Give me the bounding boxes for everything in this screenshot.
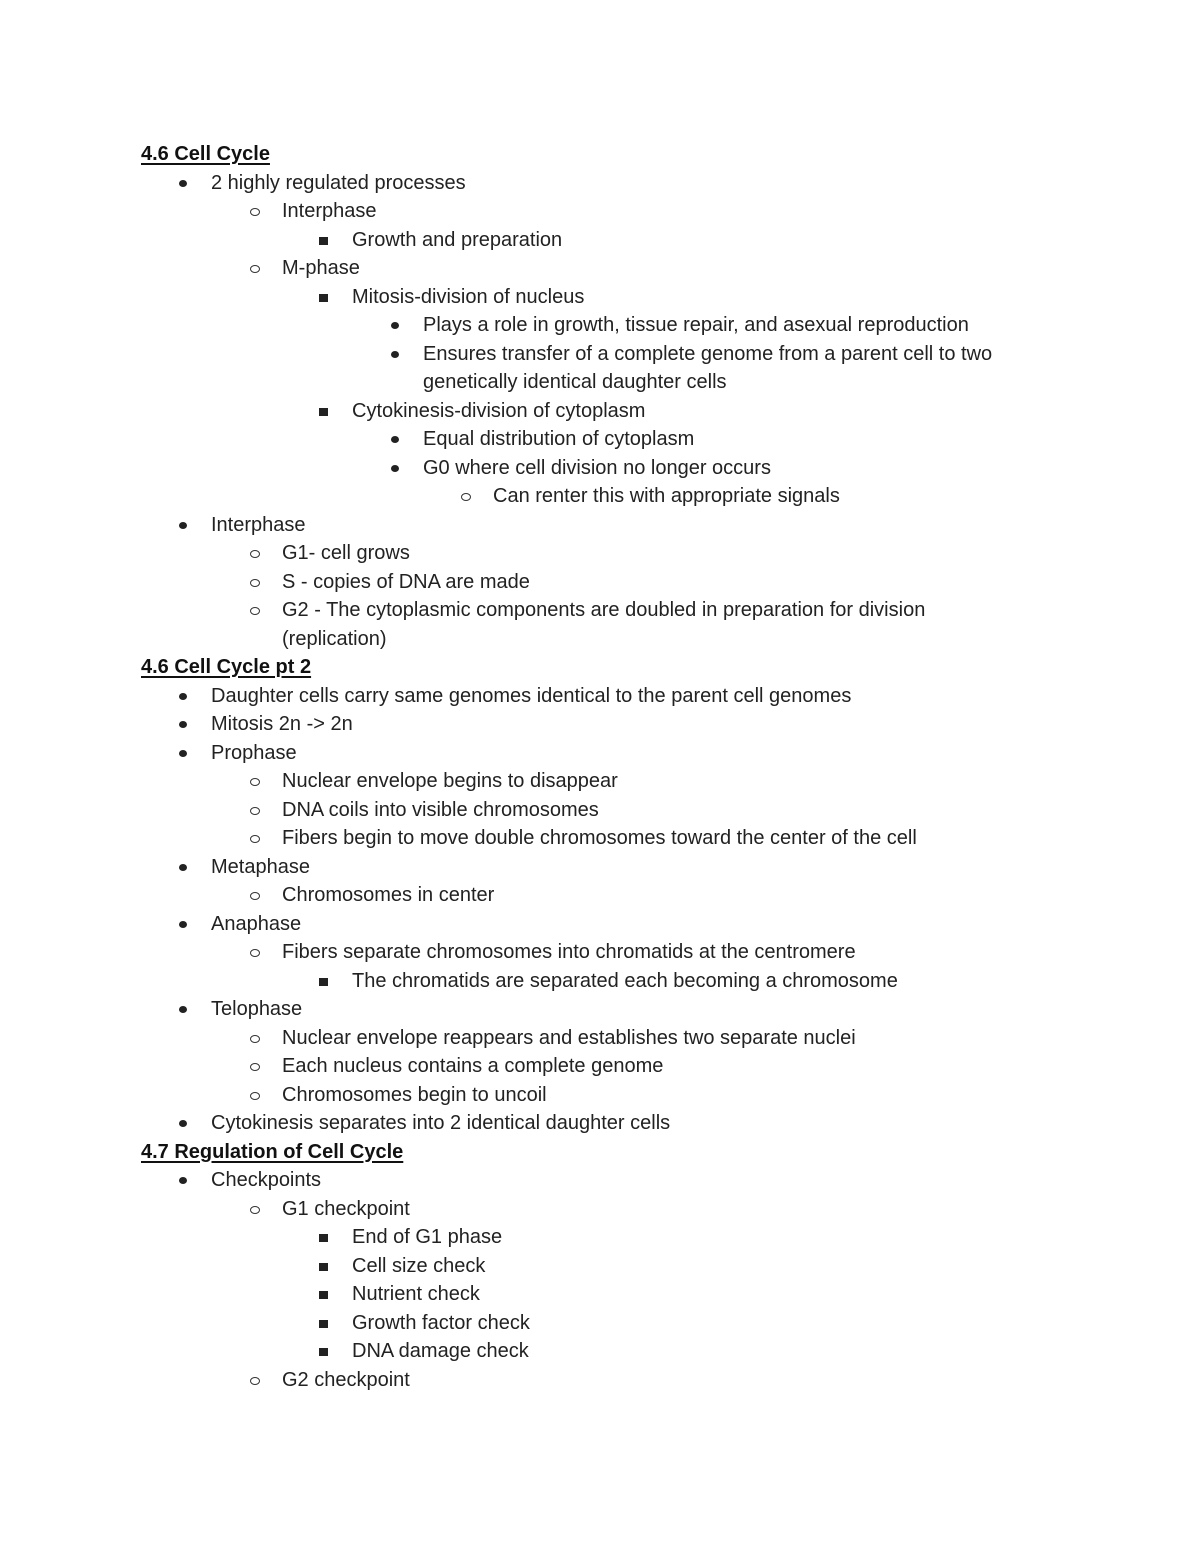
bullet-circle-icon bbox=[250, 778, 260, 786]
list-item-text: G1- cell grows bbox=[282, 542, 410, 564]
bullet-circle-icon bbox=[250, 550, 260, 558]
bullet-circle-icon bbox=[250, 1035, 260, 1043]
bullet-disc-icon bbox=[179, 693, 187, 700]
bullet-circle-icon bbox=[250, 579, 260, 587]
list-item-text: Mitosis-division of nucleus bbox=[352, 285, 585, 308]
list-item-text: Each nucleus contains a complete genome bbox=[282, 1055, 664, 1077]
list-item-text: Chromosomes begin to uncoil bbox=[282, 1083, 547, 1106]
list-item-text: Fibers begin to move double chromosomes toward the center of the cell bbox=[282, 827, 917, 849]
bullet-circle-icon bbox=[250, 1377, 260, 1385]
list-item-text: Cytokinesis separates into 2 identical daughter cells bbox=[211, 1112, 671, 1134]
bullet-disc-icon bbox=[179, 921, 187, 928]
bullet-square-icon bbox=[319, 1263, 328, 1271]
bullet-circle-icon bbox=[250, 265, 260, 273]
list-item-text: Plays a role in growth, tissue repair, and asexual reproduction bbox=[423, 314, 969, 336]
list-item-text: Anaphase bbox=[211, 912, 302, 935]
list-item-text: Growth factor check bbox=[352, 1311, 530, 1334]
list-item-text: Nuclear envelope begins to disappear bbox=[282, 770, 618, 792]
list-item-text: M-phase bbox=[282, 257, 360, 279]
section-heading: 4.6 Cell Cycle bbox=[141, 143, 270, 165]
list-item-text: Interphase bbox=[282, 200, 377, 222]
bullet-square-icon bbox=[319, 408, 328, 416]
list-item-text: G2 - The cytoplasmic components are doubled in preparation for division bbox=[282, 599, 926, 621]
list-item-text: Chromosomes in center bbox=[282, 884, 495, 906]
bullet-circle-icon bbox=[250, 607, 260, 615]
list-item-text: Fibers separate chromosomes into chromatids at the centromere bbox=[282, 941, 856, 963]
list-item-text: DNA coils into visible chromosomes bbox=[282, 798, 599, 821]
bullet-square-icon bbox=[319, 1291, 328, 1299]
list-item-text: Cytokinesis-division of cytoplasm bbox=[352, 399, 646, 422]
list-item-text: Ensures transfer of a complete genome from a parent cell to two bbox=[423, 342, 993, 365]
bullet-disc-icon bbox=[179, 864, 187, 871]
list-item-text: G1 checkpoint bbox=[282, 1197, 410, 1220]
bullet-square-icon bbox=[319, 978, 328, 986]
section-heading: 4.7 Regulation of Cell Cycle bbox=[141, 1140, 404, 1163]
bullet-disc-icon bbox=[391, 436, 399, 443]
bullet-circle-icon bbox=[250, 949, 260, 957]
bullet-square-icon bbox=[319, 294, 328, 302]
list-item-text: Daughter cells carry same genomes identical to the parent cell genomes bbox=[211, 684, 852, 707]
bullet-square-icon bbox=[319, 1320, 328, 1328]
list-item-text: G0 where cell division no longer occurs bbox=[423, 456, 771, 479]
bullet-disc-icon bbox=[179, 750, 187, 757]
bullet-circle-icon bbox=[250, 1092, 260, 1100]
bullet-circle-icon bbox=[250, 1206, 260, 1214]
list-item-text: Interphase bbox=[211, 513, 306, 536]
list-item-text: Equal distribution of cytoplasm bbox=[423, 428, 695, 450]
bullet-disc-icon bbox=[391, 465, 399, 472]
list-item-text: genetically identical daughter cells bbox=[423, 371, 727, 393]
bullet-circle-icon bbox=[250, 208, 260, 216]
list-item-text: Checkpoints bbox=[211, 1169, 322, 1191]
list-item-text: 2 highly regulated processes bbox=[211, 171, 466, 194]
list-item-text: End of G1 phase bbox=[352, 1226, 503, 1248]
bullet-circle-icon bbox=[250, 807, 260, 815]
bullet-disc-icon bbox=[179, 1006, 187, 1013]
bullet-square-icon bbox=[319, 1234, 328, 1242]
list-item-text: DNA damage check bbox=[352, 1340, 529, 1362]
list-item-text: (replication) bbox=[282, 627, 387, 650]
list-item-text: Mitosis 2n -> 2n bbox=[211, 713, 353, 735]
bullet-circle-icon bbox=[250, 892, 260, 900]
bullet-disc-icon bbox=[391, 322, 399, 329]
list-item-text: Cell size check bbox=[352, 1254, 486, 1277]
bullet-square-icon bbox=[319, 1348, 328, 1356]
list-item-text: Can renter this with appropriate signals bbox=[493, 485, 840, 507]
bullet-circle-icon bbox=[461, 493, 471, 501]
bullet-disc-icon bbox=[179, 522, 187, 529]
bullet-circle-icon bbox=[250, 1063, 260, 1071]
list-item-text: The chromatids are separated each becoming a chromosome bbox=[352, 969, 898, 992]
section-heading: 4.6 Cell Cycle pt 2 bbox=[141, 656, 312, 678]
bullet-disc-icon bbox=[391, 351, 399, 358]
list-item-text: Metaphase bbox=[211, 855, 310, 878]
list-item-text: Nutrient check bbox=[352, 1283, 480, 1305]
bullet-disc-icon bbox=[179, 180, 187, 187]
list-item-text: Growth and preparation bbox=[352, 228, 563, 251]
bullet-disc-icon bbox=[179, 1177, 187, 1184]
bullet-disc-icon bbox=[179, 721, 187, 728]
bullet-circle-icon bbox=[250, 835, 260, 843]
bullet-square-icon bbox=[319, 237, 328, 245]
list-item-text: Prophase bbox=[211, 741, 297, 764]
list-item-text: S - copies of DNA are made bbox=[282, 570, 530, 593]
bullet-disc-icon bbox=[179, 1120, 187, 1127]
list-item-text: Telophase bbox=[211, 998, 303, 1020]
list-item-text: Nuclear envelope reappears and establishes two separate nuclei bbox=[282, 1026, 856, 1049]
list-item-text: G2 checkpoint bbox=[282, 1368, 410, 1391]
